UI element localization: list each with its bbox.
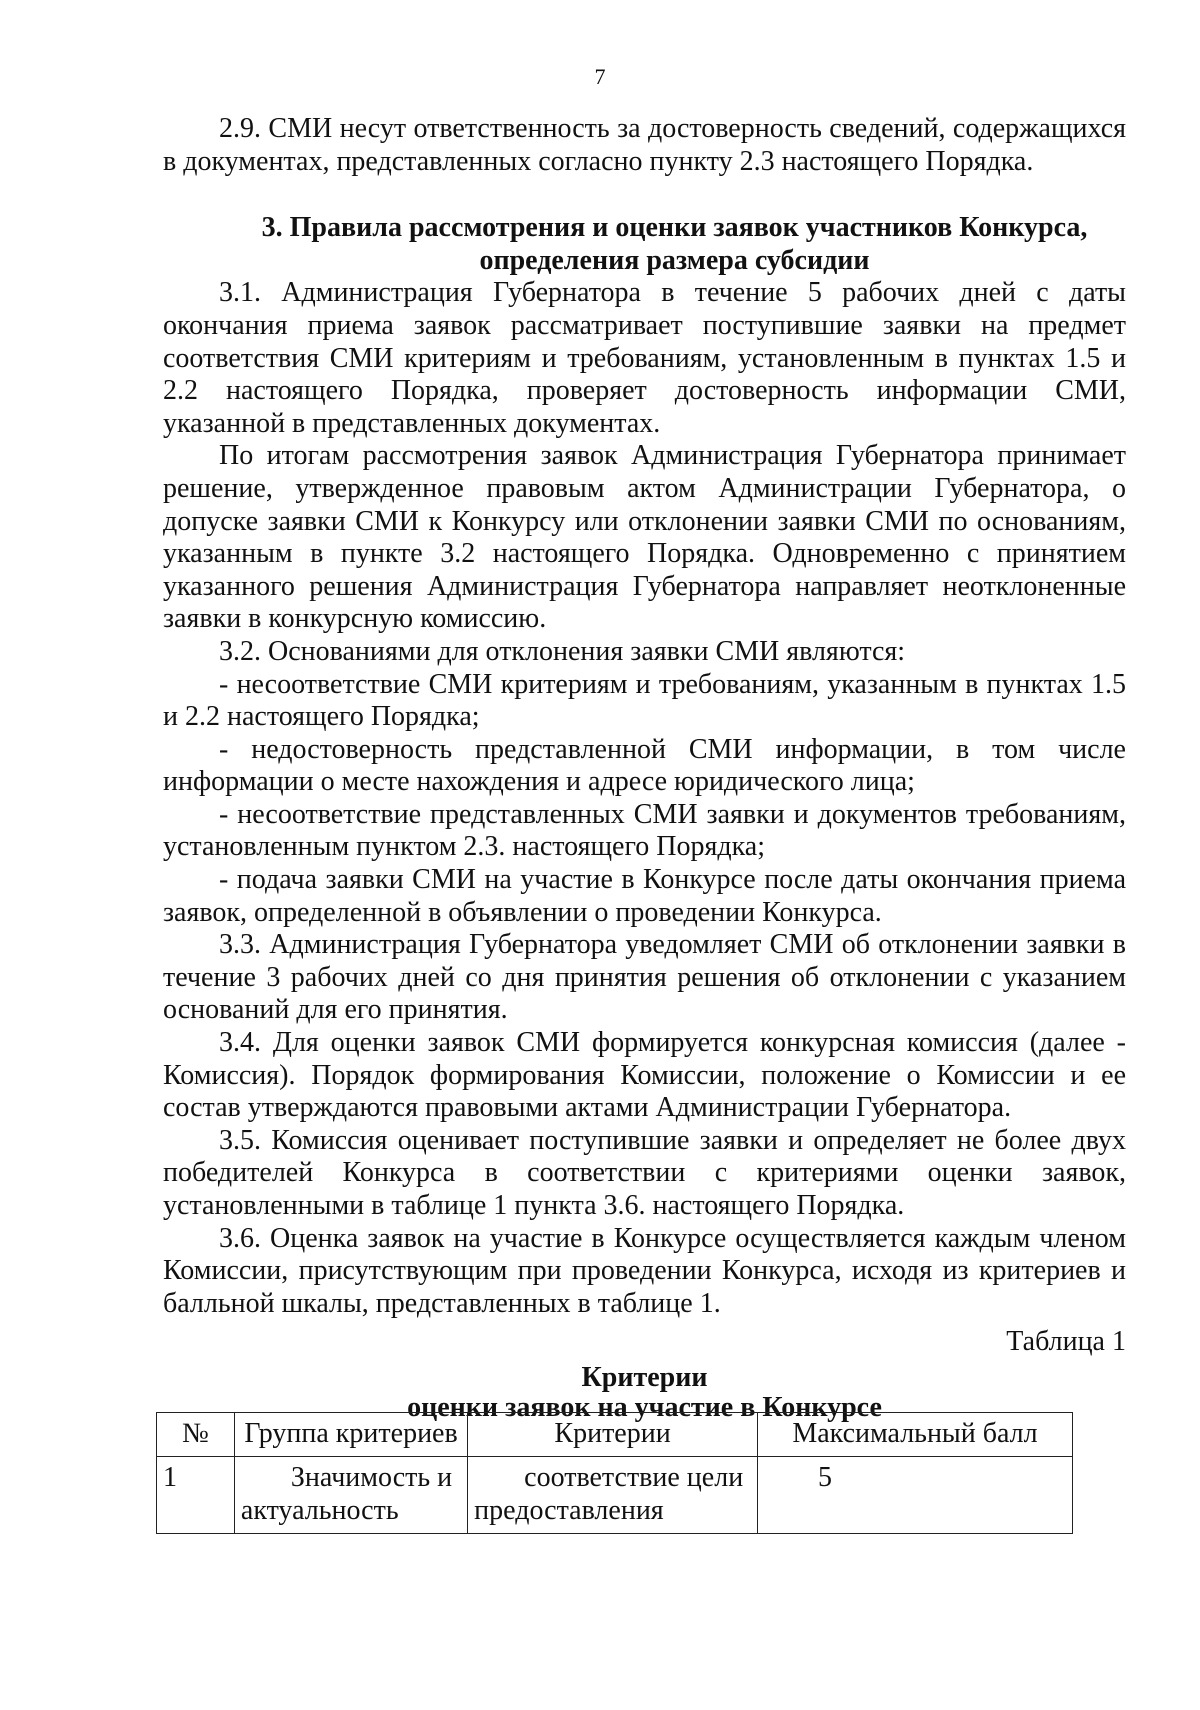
row-max-score: 5 bbox=[757, 1457, 1072, 1534]
list-item-late-submission: - подача заявки СМИ на участие в Конкурсе после даты окончания приема заявок, определенной в объявлении о проведении Конкурса. bbox=[163, 864, 1126, 928]
row-group: Значимость и актуальность bbox=[234, 1457, 467, 1534]
section-heading-line-1: 3. Правила рассмотрения и оценки заявок участников Конкурса, bbox=[261, 212, 1088, 244]
table-title-line-2: оценки заявок на участие в Конкурсе bbox=[407, 1391, 882, 1423]
paragraph-3-4: 3.4. Для оценки заявок СМИ формируется конкурсная комиссия (далее - Комиссия). Порядок формирования Комиссии, положение о Комиссии и ее состав утверждаются правовыми актами Администрации Губернатора. bbox=[163, 1027, 1126, 1124]
page-number: 7 bbox=[594, 64, 606, 89]
list-item-unreliable-info: - недостоверность представленной СМИ информации, в том числе информации о месте нахождения и адресе юридического лица; bbox=[163, 733, 1126, 798]
table-row bbox=[157, 1457, 1073, 1534]
document-body bbox=[163, 113, 1126, 1423]
paragraph-decision: По итогам рассмотрения заявок Администрация Губернатора принимает решение, утвержденное правовым актом Администрации Губернатора, о допуске заявки СМИ к Конкурсу или отклонении заявки СМИ по основаниям, указанным в пункте 3.2 настоящего Порядка. Одновременно с принятием указанного решения Администрация Губернатора направляет неотклоненные заявки в конкурсную комиссию. bbox=[163, 440, 1126, 635]
header-max-score: Максимальный балл bbox=[757, 1413, 1072, 1457]
paragraph-3-3: 3.3. Администрация Губернатора уведомляет СМИ об отклонении заявки в течение 3 рабочих дней со дня принятия решения об отклонении с указанием оснований для его принятия. bbox=[163, 929, 1126, 1026]
section-heading-line-2: определения размера субсидии bbox=[479, 244, 870, 276]
paragraph-2-9: 2.9. СМИ несут ответственность за достоверность сведений, содержащихся в документах, представленных согласно пункту 2.3 настоящего Порядка. bbox=[163, 113, 1126, 177]
paragraph-3-1: 3.1. Администрация Губернатора в течение 5 рабочих дней с даты окончания приема заявок рассматривает поступившие заявки на предмет соответствия СМИ критериям и требованиям, установленным в пунктах 1.5 и 2.2 настоящего Порядка, проверяет достоверность информации СМИ, указанной в представленных документах. bbox=[163, 277, 1126, 439]
row-criteria: соответствие цели предоставления bbox=[468, 1457, 758, 1534]
header-group: Группа критериев bbox=[234, 1413, 467, 1457]
row-number: 1 bbox=[157, 1457, 235, 1534]
paragraph-3-6: 3.6. Оценка заявок на участие в Конкурсе осуществляется каждым членом Комиссии, присутствующим при проведении Конкурса, исходя из критериев и балльной шкалы, представленных в таблице 1. bbox=[163, 1222, 1126, 1319]
paragraph-3-5: 3.5. Комиссия оценивает поступившие заявки и определяет не более двух победителей Конкурса в соответствии с критериями оценки заявок, установленными в таблице 1 пункта 3.6. настоящего Порядка. bbox=[163, 1124, 1126, 1221]
header-number: № bbox=[157, 1413, 235, 1457]
table-title-line-1: Критерии bbox=[581, 1361, 708, 1393]
table-header-row bbox=[157, 1413, 1073, 1457]
list-item-documents-mismatch: - несоответствие представленных СМИ заявки и документов требованиям, установленным пунктом 2.3. настоящего Порядка; bbox=[163, 798, 1126, 863]
header-criteria: Критерии bbox=[468, 1413, 758, 1457]
paragraph-3-2: 3.2. Основаниями для отклонения заявки СМИ являются: bbox=[219, 635, 906, 667]
table-note: Таблица 1 bbox=[1006, 1326, 1126, 1358]
criteria-table bbox=[156, 1412, 1073, 1534]
list-item-criteria-mismatch: - несоответствие СМИ критериям и требованиям, указанным в пунктах 1.5 и 2.2 настоящего Порядка; bbox=[163, 668, 1126, 733]
